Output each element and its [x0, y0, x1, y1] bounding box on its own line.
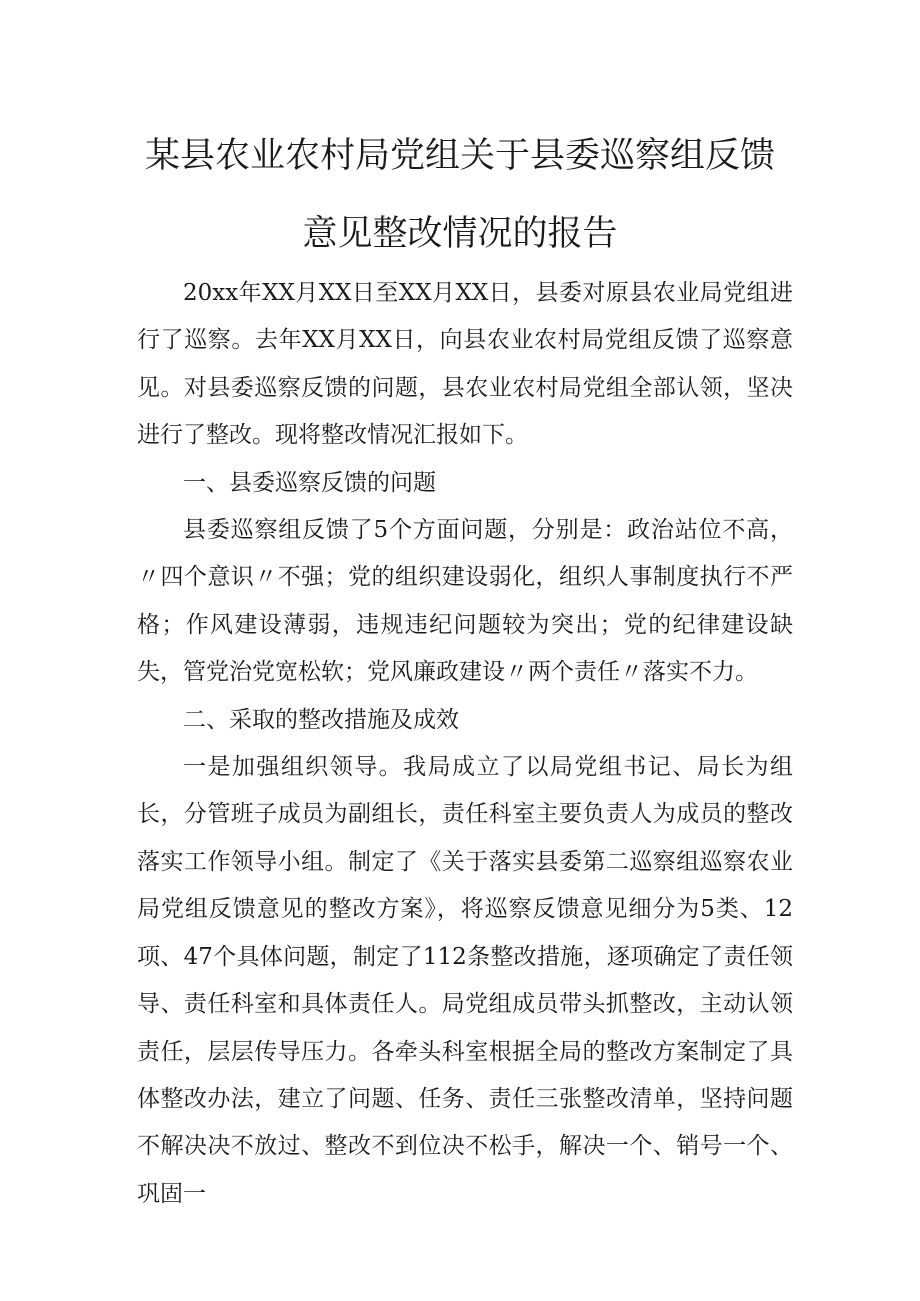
intro-paragraph: 20xx年XX月XX日至XX月XX日，县委对原县农业局党组进行了巡察。去年XX月XX日，向县农业农村局党组反馈了巡察意见。对县委巡察反馈的问题，县农业农村局党组全部认领，坚决进行了整改。现将整改情况汇报如下。 — [137, 280, 793, 449]
document-body — [137, 270, 793, 1218]
document-title-line-2: 意见整改情况的报告 — [302, 214, 618, 254]
document-title-line-1: 某县农业农村局党组关于县委巡察组反馈 — [144, 136, 775, 176]
section-heading-measures: 二、采取的整改措施及成效 — [183, 706, 459, 733]
section-heading-problems: 一、县委巡察反馈的问题 — [183, 469, 436, 496]
measures-paragraph: 一是加强组织领导。我局成立了以局党组书记、局长为组长，分管班子成员为副组长，责任科室主要负责人为成员的整改落实工作领导小组。制定了《关于落实县委第二巡察组巡察农业局党组反馈意见的整改方案》，将巡察反馈意见细分为5类、12项、47个具体问题，制定了112条整改措施，逐项确定了责任领导、责任科室和具体责任人。局党组成员带头抓整改，主动认领责任，层层传导压力。各牵头科室根据全局的整改方案制定了具体整改办法，建立了问题、任务、责任三张整改清单，坚持问题不解决决不放过、整改不到位决不松手，解决一个、销号一个、巩固一 — [137, 754, 793, 1207]
problems-paragraph: 县委巡察组反馈了5个方面问题，分别是：政治站位不高，〃四个意识〃不强；党的组织建设弱化，组织人事制度执行不严格；作风建设薄弱，违规违纪问题较为突出；党的纪律建设缺失，管党治党宽松软；党风廉政建设〃两个责任〃落实不力。 — [137, 517, 793, 686]
